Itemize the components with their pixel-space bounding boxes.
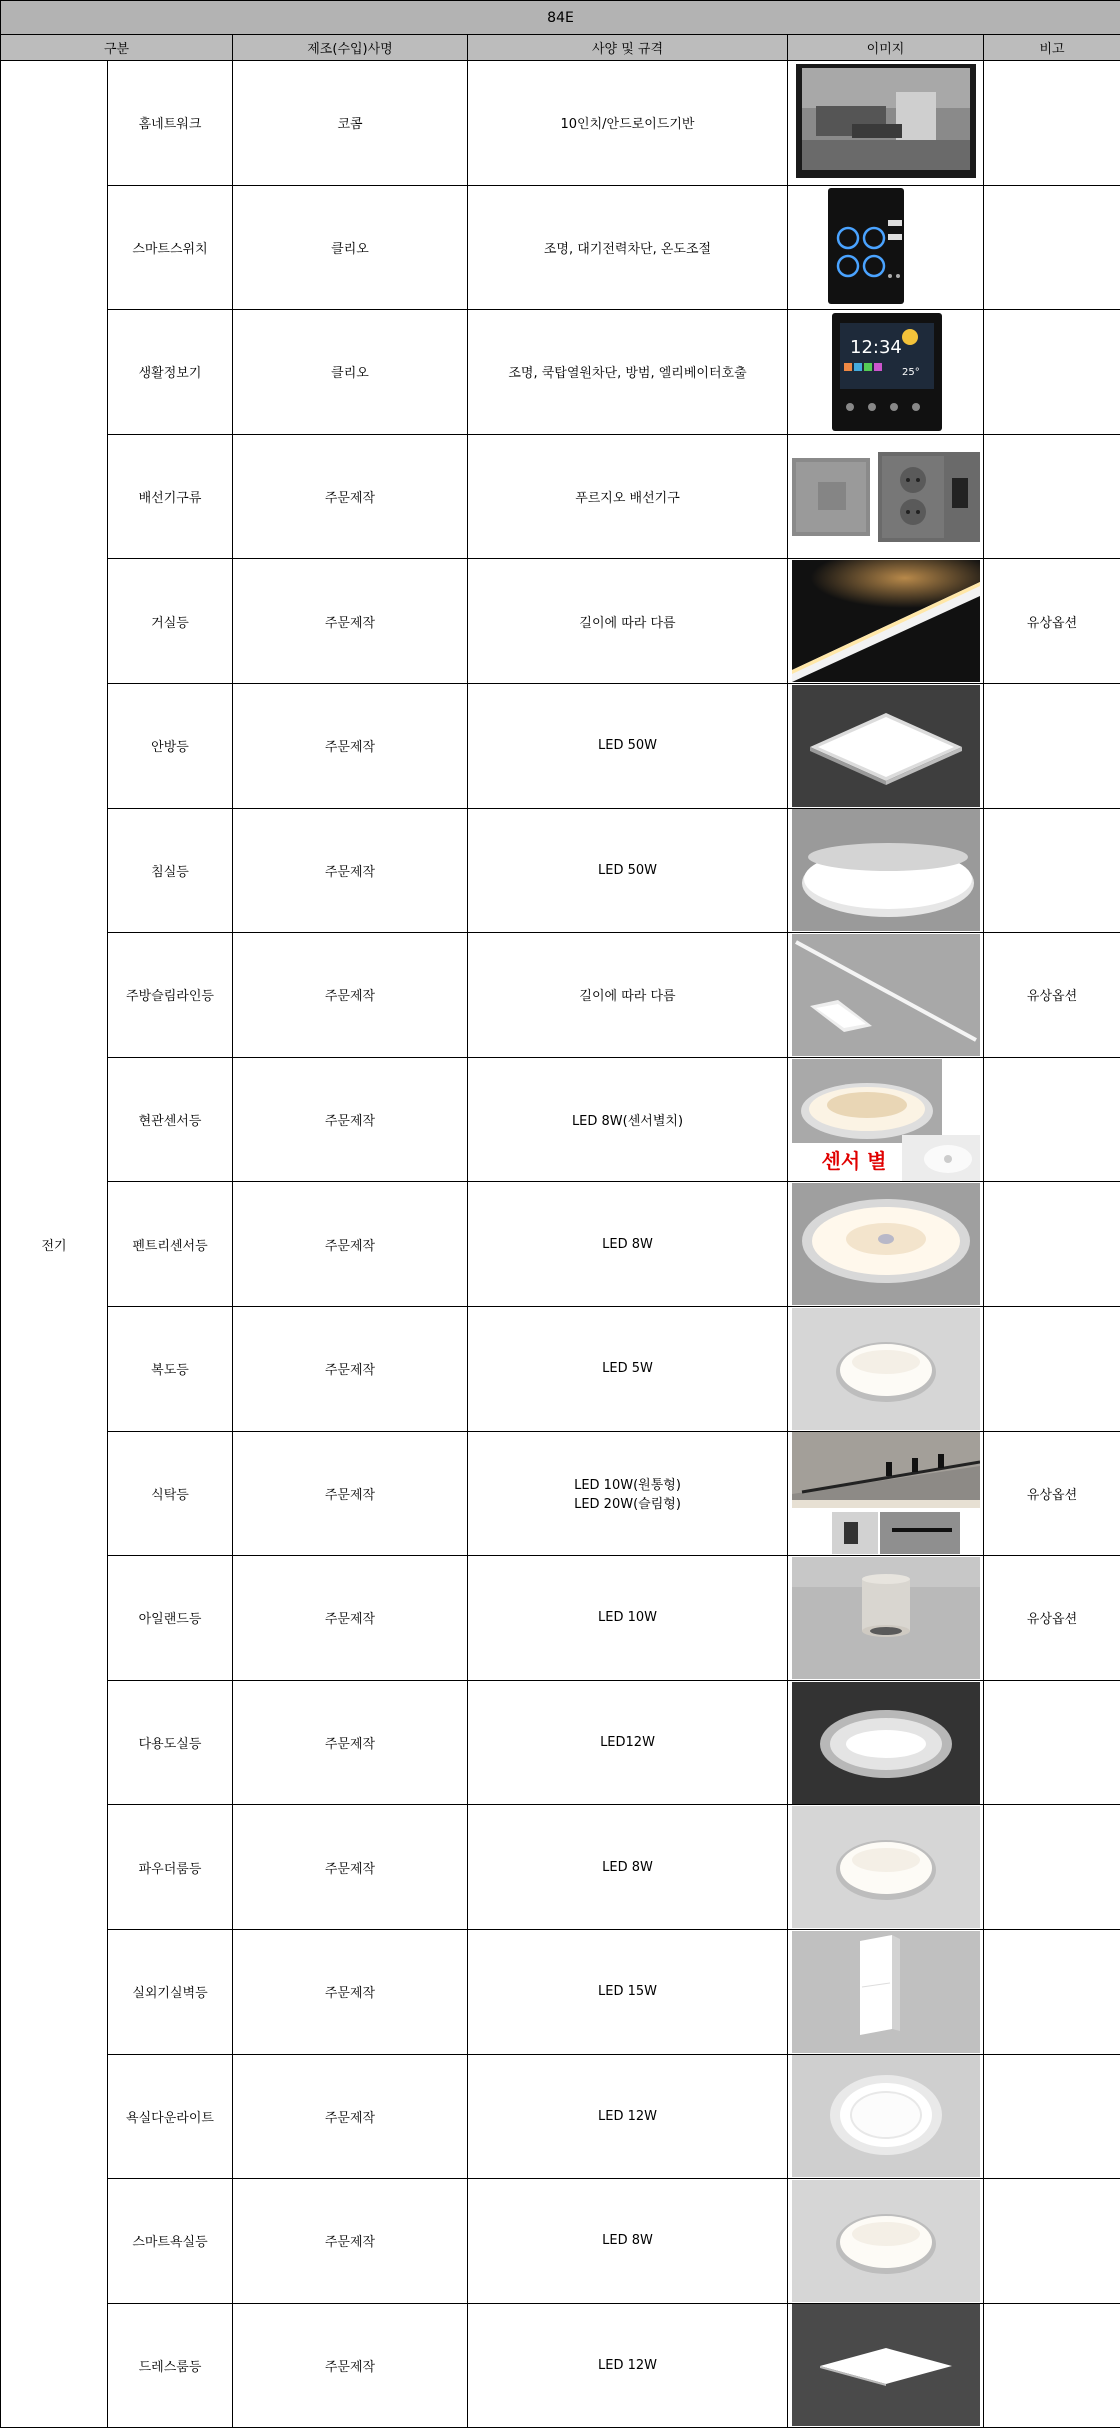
spec-cell: 길이에 따라 다름: [468, 933, 788, 1058]
item-name-cell: 드레스룸등: [108, 2303, 233, 2428]
table-row: [1, 1805, 1120, 1930]
pantry-sensor-light-icon: [792, 1183, 980, 1305]
table-row: [1, 185, 1120, 310]
downlight-icon: [792, 1308, 980, 1430]
spec-cell: LED 50W: [468, 808, 788, 933]
smart-switch-icon: [792, 186, 980, 308]
track-light-icon: [792, 1432, 980, 1554]
title-row: [1, 1, 1120, 35]
flat-panel-light-icon: [792, 2304, 980, 2426]
item-name-cell: 침실등: [108, 808, 233, 933]
note-cell: [984, 1057, 1120, 1182]
maker-cell: 주문제작: [233, 1182, 468, 1307]
sensor-label: 센서 별: [821, 1148, 887, 1173]
maker-cell: 주문제작: [233, 1556, 468, 1681]
image-cell: [788, 1680, 984, 1805]
item-name-cell: 파우더룸등: [108, 1805, 233, 1930]
table-row: [1, 1057, 1120, 1182]
item-name-cell: 배선기구류: [108, 434, 233, 559]
wall-pad-icon: [792, 62, 980, 184]
header-category: 구분: [1, 35, 233, 61]
table-body: [1, 61, 1120, 2428]
item-name-cell: 주방슬림라인등: [108, 933, 233, 1058]
image-cell: [788, 1306, 984, 1431]
spec-cell: LED 50W: [468, 683, 788, 808]
spec-line-1: LED 10W(원통형): [574, 1478, 681, 1494]
image-cell: [788, 2054, 984, 2179]
item-name-cell: 생활정보기: [108, 310, 233, 435]
maker-cell: 주문제작: [233, 2054, 468, 2179]
maker-cell: 주문제작: [233, 933, 468, 1058]
linear-light-icon: [792, 560, 980, 682]
spec-cell: LED 10W: [468, 1556, 788, 1681]
image-cell: [788, 559, 984, 684]
note-cell: 유상옵션: [984, 1556, 1120, 1681]
maker-cell: 주문제작: [233, 1929, 468, 2054]
image-cell: [788, 185, 984, 310]
bath-downlight-icon: [792, 2055, 980, 2177]
svg-text:12:34: 12:34: [849, 336, 902, 358]
image-cell: [788, 434, 984, 559]
spec-cell: [468, 1431, 788, 1556]
maker-cell: 코콤: [233, 61, 468, 186]
image-cell: [788, 1929, 984, 2054]
item-name-cell: 펜트리센서등: [108, 1182, 233, 1307]
note-cell: [984, 2179, 1120, 2304]
switch-outlet-icon: [792, 436, 980, 558]
note-cell: 유상옵션: [984, 933, 1120, 1058]
image-cell: [788, 2303, 984, 2428]
spec-cell: LED 8W: [468, 1182, 788, 1307]
spec-cell: LED 12W: [468, 2054, 788, 2179]
note-cell: 유상옵션: [984, 559, 1120, 684]
image-cell: [788, 310, 984, 435]
note-cell: [984, 2303, 1120, 2428]
maker-cell: 주문제작: [233, 1306, 468, 1431]
header-image: 이미지: [788, 35, 984, 61]
table-row: [1, 2054, 1120, 2179]
header-maker: 제조(수입)사명: [233, 35, 468, 61]
note-cell: [984, 185, 1120, 310]
sensor-light-icon: [792, 1059, 980, 1181]
note-cell: [984, 61, 1120, 186]
image-cell: [788, 933, 984, 1058]
table-row: [1, 808, 1120, 933]
image-cell: [788, 1556, 984, 1681]
maker-cell: 주문제작: [233, 434, 468, 559]
item-name-cell: 안방등: [108, 683, 233, 808]
image-cell: [788, 1057, 984, 1182]
wall-light-icon: [792, 1931, 980, 2053]
spec-cell: LED12W: [468, 1680, 788, 1805]
note-cell: [984, 683, 1120, 808]
table-row: [1, 61, 1120, 186]
spec-cell: LED 8W(센서별치): [468, 1057, 788, 1182]
image-cell: [788, 1431, 984, 1556]
maker-cell: 주문제작: [233, 2303, 468, 2428]
table-row: [1, 933, 1120, 1058]
item-name-cell: 다용도실등: [108, 1680, 233, 1805]
table-row: [1, 310, 1120, 435]
maker-cell: 주문제작: [233, 2179, 468, 2304]
spec-cell: LED 15W: [468, 1929, 788, 2054]
image-cell: [788, 61, 984, 186]
table-row: [1, 2179, 1120, 2304]
utility-downlight-icon: [792, 1682, 980, 1804]
note-cell: [984, 2054, 1120, 2179]
table-row: [1, 1680, 1120, 1805]
spec-cell: 길이에 따라 다름: [468, 559, 788, 684]
item-name-cell: 거실등: [108, 559, 233, 684]
table-title: 84E: [1, 1, 1120, 35]
image-cell: [788, 2179, 984, 2304]
category-cell: 전기: [1, 61, 108, 2428]
table-row: [1, 559, 1120, 684]
note-cell: [984, 1929, 1120, 2054]
maker-cell: 주문제작: [233, 683, 468, 808]
maker-cell: 클리오: [233, 185, 468, 310]
spec-cell: LED 12W: [468, 2303, 788, 2428]
table-row: [1, 1182, 1120, 1307]
note-cell: [984, 1306, 1120, 1431]
note-cell: [984, 310, 1120, 435]
item-name-cell: 홈네트워크: [108, 61, 233, 186]
table-row: [1, 1556, 1120, 1681]
maker-cell: 주문제작: [233, 808, 468, 933]
spec-cell: 조명, 대기전력차단, 온도조절: [468, 185, 788, 310]
item-name-cell: 욕실다운라이트: [108, 2054, 233, 2179]
header-row: [1, 35, 1120, 61]
maker-cell: 주문제작: [233, 1805, 468, 1930]
spec-line-2: LED 20W(슬림형): [574, 1497, 681, 1513]
table-row: [1, 683, 1120, 808]
maker-cell: 주문제작: [233, 1680, 468, 1805]
item-name-cell: 현관센서등: [108, 1057, 233, 1182]
table-row: [1, 1306, 1120, 1431]
note-cell: [984, 808, 1120, 933]
spec-cell: 조명, 쿡탑열원차단, 방범, 엘리베이터호출: [468, 310, 788, 435]
table-row: [1, 1929, 1120, 2054]
table-row: [1, 1431, 1120, 1556]
note-cell: [984, 434, 1120, 559]
spec-cell: LED 8W: [468, 2179, 788, 2304]
maker-cell: 주문제작: [233, 1057, 468, 1182]
item-name-cell: 스마트욕실등: [108, 2179, 233, 2304]
square-panel-light-icon: [792, 685, 980, 807]
slim-line-light-icon: [792, 934, 980, 1056]
item-name-cell: 식탁등: [108, 1431, 233, 1556]
item-name-cell: 실외기실벽등: [108, 1929, 233, 2054]
spec-cell: LED 8W: [468, 1805, 788, 1930]
note-cell: [984, 1680, 1120, 1805]
maker-cell: 클리오: [233, 310, 468, 435]
image-cell: [788, 1182, 984, 1307]
image-cell: [788, 1805, 984, 1930]
header-note: 비고: [984, 35, 1120, 61]
item-name-cell: 복도등: [108, 1306, 233, 1431]
spec-cell: 푸르지오 배선기구: [468, 434, 788, 559]
cylinder-light-icon: [792, 1557, 980, 1679]
maker-cell: 주문제작: [233, 559, 468, 684]
note-cell: 유상옵션: [984, 1431, 1120, 1556]
spec-cell: 10인치/안드로이드기반: [468, 61, 788, 186]
spec-cell: LED 5W: [468, 1306, 788, 1431]
round-ceiling-light-icon: [792, 809, 980, 931]
svg-text:25°: 25°: [901, 366, 920, 378]
image-cell: [788, 808, 984, 933]
downlight-icon: [792, 1806, 980, 1928]
item-name-cell: 스마트스위치: [108, 185, 233, 310]
item-name-cell: 아일랜드등: [108, 1556, 233, 1681]
table-row: [1, 2303, 1120, 2428]
header-spec: 사양 및 규격: [468, 35, 788, 61]
image-cell: [788, 683, 984, 808]
downlight-icon: [792, 2180, 980, 2302]
note-cell: [984, 1805, 1120, 1930]
table-row: [1, 434, 1120, 559]
maker-cell: 주문제작: [233, 1431, 468, 1556]
info-panel-icon: [792, 311, 980, 433]
note-cell: [984, 1182, 1120, 1307]
